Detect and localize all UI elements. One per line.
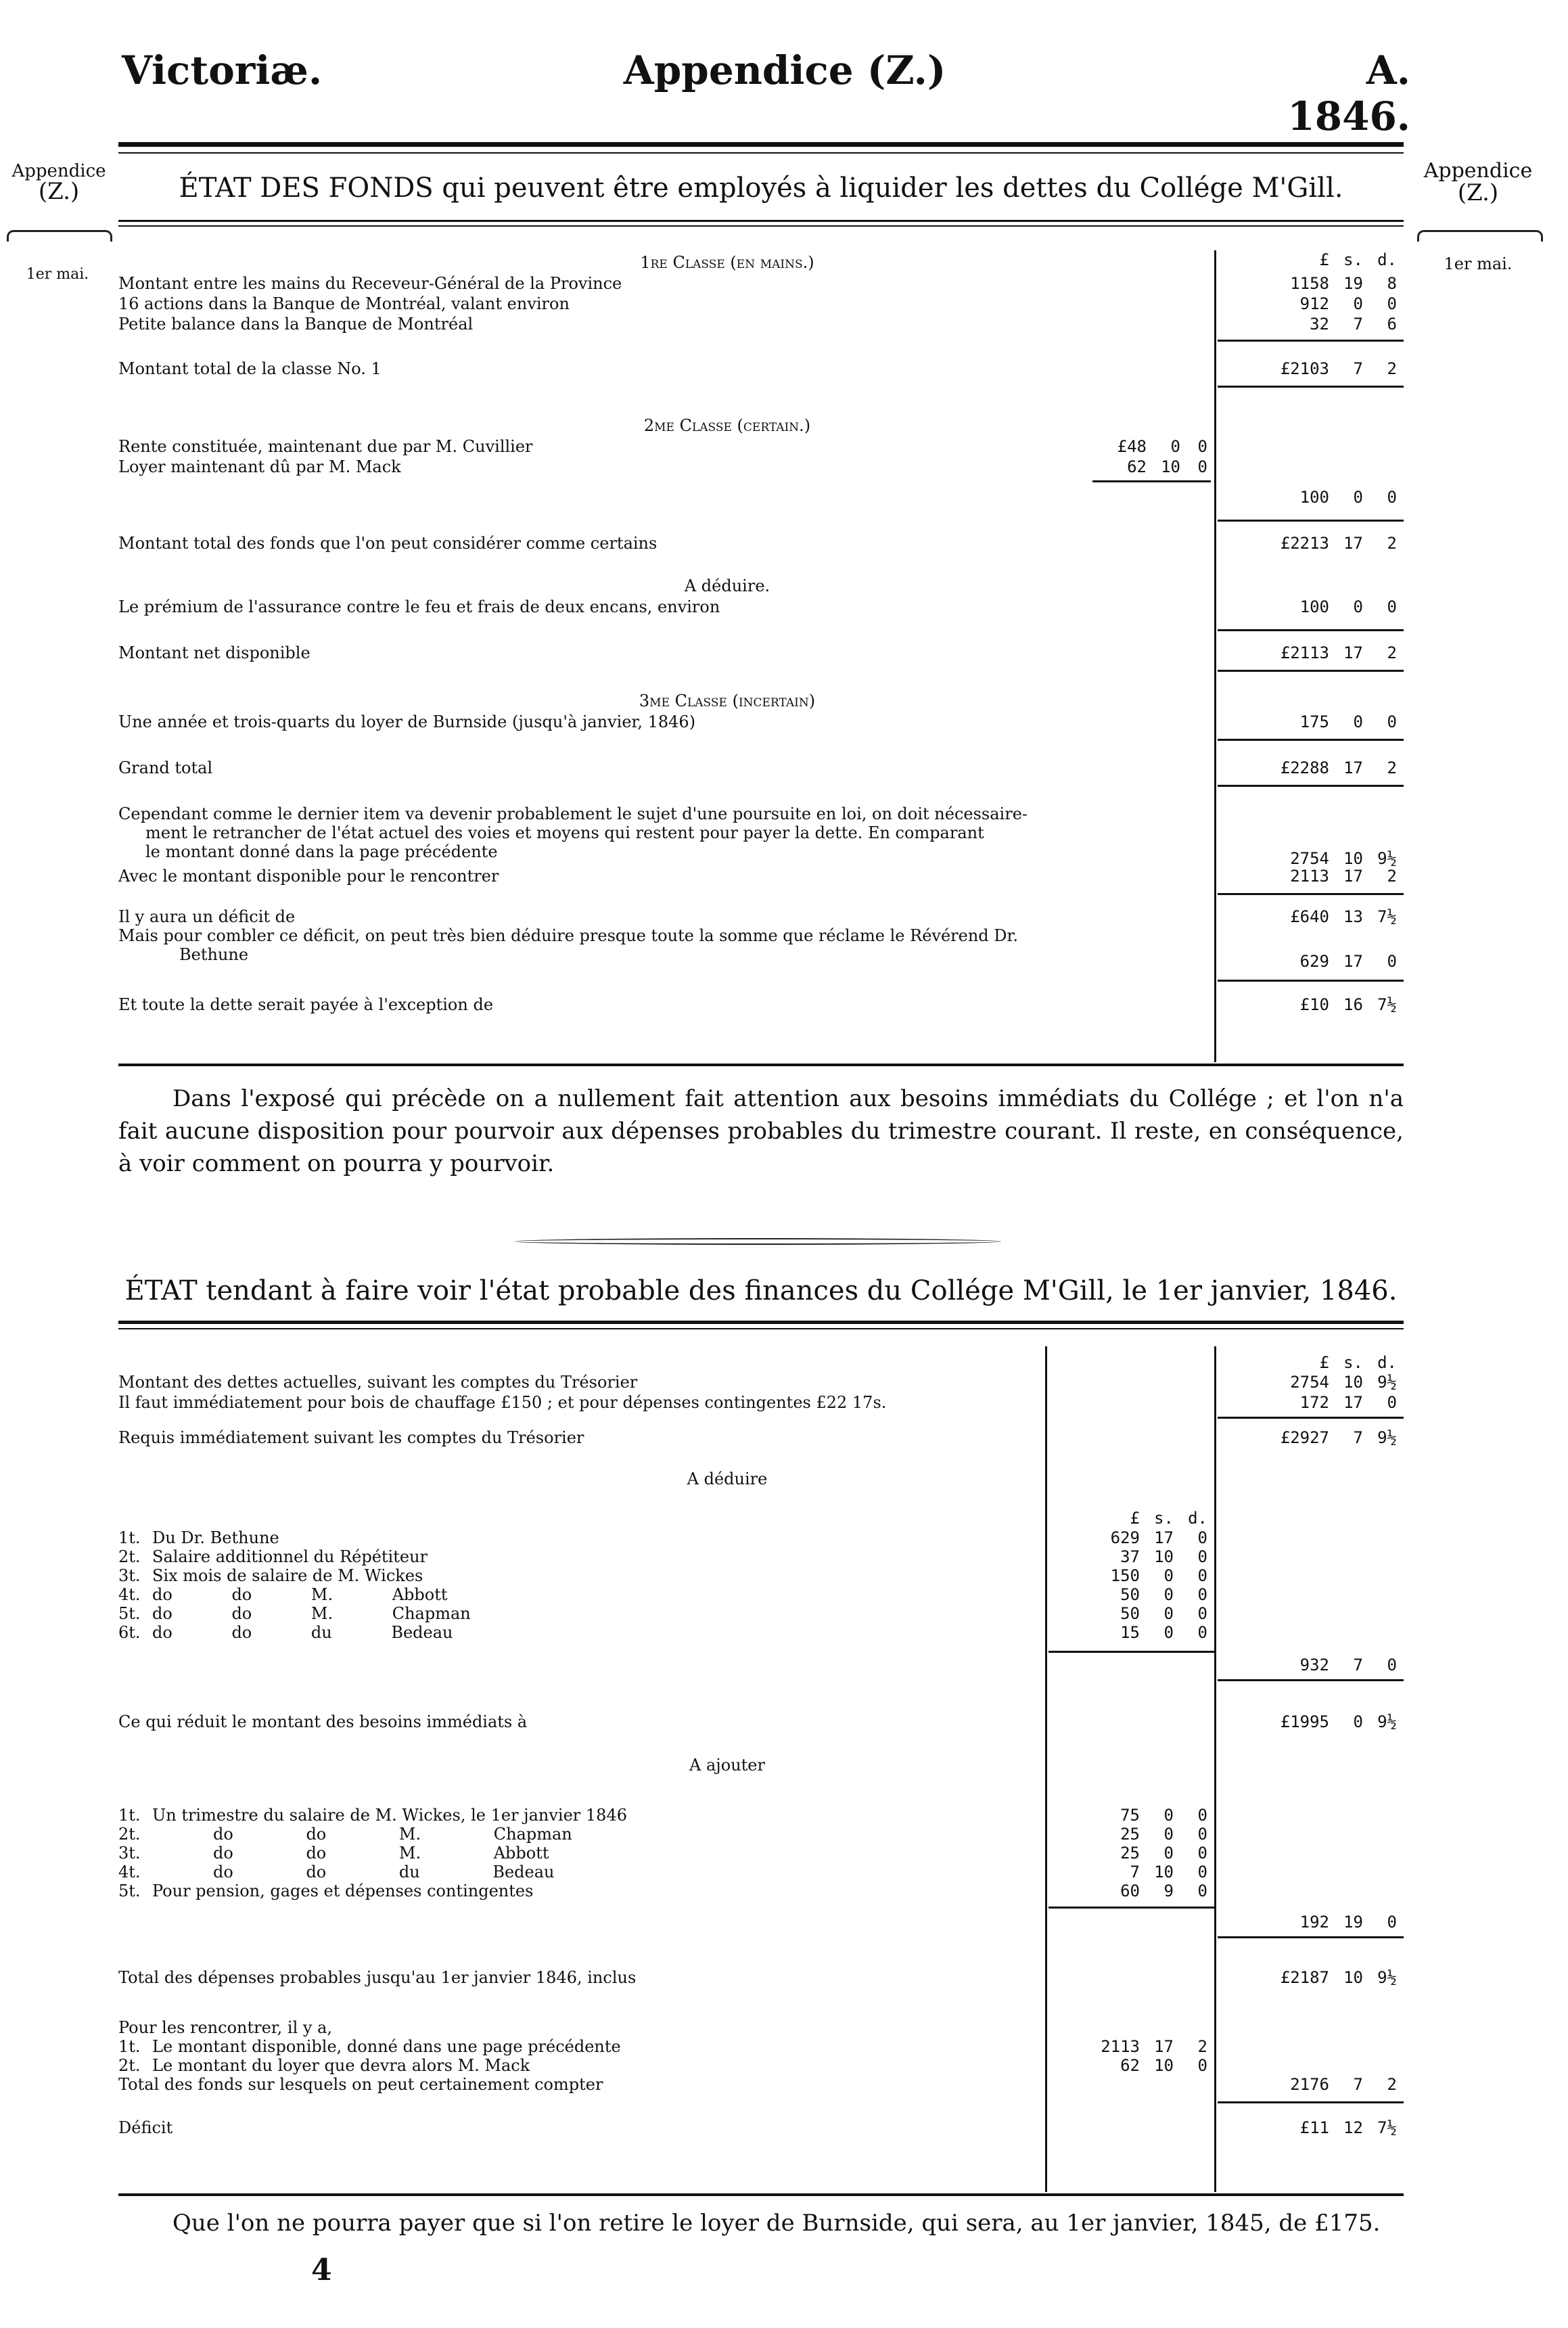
s2-deduct-l: 150 (1110, 1566, 1140, 1585)
s2-add-num: 2t. (118, 1825, 141, 1844)
s2-wood-d: 0 (1387, 1393, 1397, 1412)
s2-meet-row (118, 2055, 1404, 2076)
margin-left-z: (Z.) (38, 178, 80, 205)
s1-deficit-row-l: £640 (1290, 907, 1329, 926)
s2-meet-label: Le montant disponible, donné dans une page précédente (152, 2037, 621, 2056)
s1-class2-row-l: £48 (1117, 437, 1147, 456)
s2-add-l: 75 (1120, 1806, 1140, 1825)
s1-class1-row-d: 6 (1387, 315, 1397, 334)
s1-grand-total (118, 758, 1404, 778)
s1-class1-row-s: 19 (1343, 274, 1363, 293)
s2-add-label: do do M. Chapman (213, 1825, 572, 1844)
s2-deduct-label: do do du Bedeau (152, 1623, 453, 1642)
s2-reduced-d: 9½ (1377, 1712, 1397, 1731)
s2-add-num: 1t. (118, 1806, 141, 1825)
s1-avec-row-l: 2113 (1290, 867, 1329, 886)
s1-class2-row-d: 0 (1197, 437, 1207, 456)
s2-deduct-d: 0 (1197, 1566, 1207, 1585)
s2-rule (1218, 1936, 1404, 1938)
s1-class1-row-label: Montant entre les mains du Receveur-Général de la Province (118, 274, 622, 293)
s1-net-row-s: 17 (1343, 643, 1363, 662)
s2-deduct-label: do do M. Chapman (152, 1604, 471, 1623)
section-divider (514, 1238, 1001, 1245)
s2-required-l: £2927 (1280, 1428, 1329, 1447)
s2-required-s: 7 (1353, 1428, 1363, 1447)
s2-add-s: 9 (1163, 1881, 1174, 1900)
s2-add-label: do do du Bedeau (213, 1863, 555, 1881)
s2-deduct-d: 0 (1197, 1623, 1207, 1642)
s1-deficit-row (118, 907, 1404, 927)
s1-certain-total-l: £2213 (1280, 534, 1329, 553)
s1-class1-heading: 1re Classe (en mains.) (640, 253, 814, 272)
s2-deduct-row (118, 1566, 1404, 1586)
s1-mais-text: Mais pour combler ce déficit, on peut très bien déduire presque toute la somme que réclame le Révérend Dr. (118, 926, 1019, 945)
s2-add-s: 0 (1163, 1844, 1174, 1863)
s1-final-row-l: £10 (1299, 995, 1329, 1014)
s2-deduct-num: 2t. (118, 1547, 141, 1566)
s2-head-l: £ (1319, 1353, 1329, 1372)
s2-sub-head-l: £ (1130, 1509, 1140, 1528)
s2-wood-s: 17 (1343, 1393, 1363, 1412)
s1-class3-row-l: 175 (1299, 712, 1329, 731)
s1-class1-row-d: 0 (1387, 294, 1397, 313)
s2-debts-l: 2754 (1290, 1373, 1329, 1392)
header-center: Appendice (Z.) (623, 47, 946, 93)
s1-grand-total-d: 2 (1387, 758, 1397, 777)
s2-add-l: 25 (1120, 1825, 1140, 1844)
s2-deduct-total-l: 932 (1299, 1656, 1329, 1674)
s2-rule (1048, 1907, 1214, 1909)
s1-grand-total-s: 17 (1343, 758, 1363, 777)
s1-certain-total (118, 533, 1404, 553)
section1-title-rule2 (118, 225, 1404, 227)
s1-mais-d: 0 (1387, 952, 1397, 971)
s1-class2-heading: 2me Classe (certain.) (643, 416, 811, 435)
s1-rule (1218, 739, 1404, 741)
s1-class3-row (118, 712, 1404, 732)
s2-deficit-l: £11 (1299, 2118, 1329, 2137)
s2-add-label: Pour pension, gages et dépenses contingentes (152, 1881, 534, 1900)
s1-deficit-row-label: Il y aura un déficit de (118, 907, 296, 926)
s2-wood-l: 172 (1299, 1393, 1329, 1412)
s2-deduct-label: Six mois de salaire de M. Wickes (152, 1566, 423, 1585)
s1-class2-row-s: 0 (1170, 437, 1180, 456)
s2-add-total-d: 0 (1387, 1913, 1397, 1932)
s1-avec-row (118, 866, 1404, 886)
s2-add-row (118, 1843, 1404, 1863)
s1-class2-subtotal-d: 0 (1387, 488, 1397, 507)
s2-required-row (118, 1428, 1404, 1448)
s1-mais-l: 629 (1299, 952, 1329, 971)
s2-wood-label: Il faut immédiatement pour bois de chauffage £150 ; et pour dépenses contingentes £22 17s. (118, 1393, 887, 1412)
s2-reduced-s: 0 (1353, 1712, 1363, 1731)
s2-add-s: 0 (1163, 1806, 1174, 1825)
s2-deduct-row (118, 1622, 1404, 1643)
page-number: 4 (311, 2253, 332, 2287)
s2-add-d: 0 (1197, 1825, 1207, 1844)
section2-title-rule2 (118, 1328, 1404, 1329)
margin-left-appendice: Appendice (11, 161, 106, 181)
s2-deduct-s: 0 (1163, 1566, 1174, 1585)
s2-deduct-label: do do M. Abbott (152, 1585, 448, 1604)
header-rule-thick (118, 142, 1404, 147)
s1-class1-row (118, 314, 1404, 334)
s1-grand-total-label: Grand total (118, 758, 213, 777)
s1-however-text: Cependant comme le dernier item va devenir probablement le sujet d'une poursuite en loi, on doit nécessaire- (118, 804, 1028, 823)
s2-add-l: 25 (1120, 1844, 1140, 1863)
s1-mais-s: 17 (1343, 952, 1363, 971)
s2-funds-total (118, 2074, 1404, 2095)
s1-deduct-row (118, 597, 1404, 617)
s2-debts-d: 9½ (1377, 1373, 1397, 1392)
s2-add-row (118, 1824, 1404, 1844)
s2-rule (1048, 1651, 1214, 1653)
s2-rule (1218, 1679, 1404, 1681)
section1-title-rule (118, 220, 1404, 222)
header-right: A. 1846. (1287, 47, 1410, 139)
s1-deficit-row-d: 7½ (1377, 907, 1397, 926)
s2-meet-s: 10 (1154, 2056, 1174, 2075)
s2-meet-l: 62 (1120, 2056, 1140, 2075)
s1-class2-row-label: Rente constituée, maintenant due par M. Cuvillier (118, 437, 533, 456)
s1-class1-row-s: 0 (1353, 294, 1363, 313)
s2-add-total-s: 19 (1343, 1913, 1363, 1932)
s1-deduct-row-label: Le prémium de l'assurance contre le feu et frais de deux encans, environ (118, 597, 720, 616)
s2-reduced-l: £1995 (1280, 1712, 1329, 1731)
s1-final-row-s: 16 (1343, 995, 1363, 1014)
s2-add-heading: A ajouter (689, 1756, 765, 1775)
s1-net-row-l: £2113 (1280, 643, 1329, 662)
s1-deduct-heading: A déduire. (684, 576, 770, 595)
s2-meet-l: 2113 (1101, 2037, 1140, 2056)
s2-meet-label: Le montant du loyer que devra alors M. Mack (152, 2056, 530, 2075)
s2-meet-d: 2 (1197, 2037, 1207, 2056)
paragraph-1: Dans l'exposé qui précède on a nullement fait attention aux besoins immédiats du Collége ; et l'on n'a fait aucune disposition pour pourvoir aux dépenses probables du trimestre courant. Il reste, en conséquence, à voir comment on pourra y pourvoir. (118, 1085, 1404, 1177)
s1-however-d: 9½ (1377, 849, 1397, 868)
s1-class1-row-s: 7 (1353, 315, 1363, 334)
s2-reduced-row (118, 1712, 1404, 1732)
s1-rule (1218, 980, 1404, 982)
s1-certain-total-s: 17 (1343, 534, 1363, 553)
s2-deficit-label: Déficit (118, 2118, 173, 2137)
s1-class2-row-d: 0 (1197, 457, 1207, 476)
s1-net-row-d: 2 (1387, 643, 1397, 662)
s2-deduct-label: Salaire additionnel du Répétiteur (152, 1547, 428, 1566)
s2-funds-total-s: 7 (1353, 2075, 1363, 2094)
s1-class1-total-d: 2 (1387, 359, 1397, 378)
s1-rule (1218, 386, 1404, 388)
s1-class2-row (118, 457, 1404, 477)
s2-deduct-d: 0 (1197, 1585, 1207, 1604)
s2-add-label: Un trimestre du salaire de M. Wickes, le 1er janvier 1846 (152, 1806, 627, 1825)
s1-class2-row-s: 10 (1161, 457, 1180, 476)
s2-add-label: do do M. Abbott (213, 1844, 549, 1863)
s1-deduct-row-l: 100 (1299, 597, 1329, 616)
s2-meet-d: 0 (1197, 2056, 1207, 2075)
s1-class1-row-l: 1158 (1290, 274, 1329, 293)
s1-class1-row-label: 16 actions dans la Banque de Montréal, valant environ (118, 294, 570, 313)
s2-deduct-total-s: 7 (1353, 1656, 1363, 1674)
s2-funds-total-d: 2 (1387, 2075, 1397, 2094)
section1-title: ÉTAT DES FONDS qui peuvent être employés à liquider les dettes du Collége M'Gill. (179, 173, 1343, 204)
s1-class2-row-label: Loyer maintenant dû par M. Mack (118, 457, 401, 476)
s1-rule (1092, 480, 1211, 482)
s1-net-row (118, 643, 1404, 663)
section1-bottom-rule (118, 1064, 1404, 1066)
s2-deduct-row (118, 1584, 1404, 1605)
s2-add-l: 60 (1120, 1881, 1140, 1900)
header-left: Victoriæ. (122, 47, 323, 93)
margin-right-brace (1417, 230, 1543, 242)
s1-class1-row-l: 32 (1310, 315, 1329, 334)
s1-deduct-row-d: 0 (1387, 597, 1397, 616)
s2-deduct-total (118, 1655, 1404, 1675)
s1-head-l: £ (1319, 250, 1329, 269)
s2-deduct-d: 0 (1197, 1528, 1207, 1547)
s1-however-line (118, 804, 1028, 824)
s1-mais-text: Bethune (179, 945, 249, 964)
s1-deduct-row-s: 0 (1353, 597, 1363, 616)
s2-head-s: s. (1343, 1353, 1363, 1372)
s1-grand-total-l: £2288 (1280, 758, 1329, 777)
s1-class1-total-l: £2103 (1280, 359, 1329, 378)
s2-deduct-l: 629 (1110, 1528, 1140, 1547)
s2-add-s: 10 (1154, 1863, 1174, 1881)
s2-deduct-num: 1t. (118, 1528, 141, 1547)
s2-deduct-row (118, 1603, 1404, 1624)
s1-class1-row-l: 912 (1299, 294, 1329, 313)
s1-head-d: d. (1377, 250, 1397, 269)
s2-add-row (118, 1805, 1404, 1825)
section2-title: ÉTAT tendant à faire voir l'état probable des finances du Collége M'Gill, le 1er janvier, 1846. (124, 1275, 1398, 1306)
s1-however-line (145, 823, 984, 843)
s2-deduct-s: 10 (1154, 1547, 1174, 1566)
section2-bottom-rule (118, 2193, 1404, 2196)
s2-add-total (118, 1912, 1404, 1932)
margin-left-brace (7, 230, 112, 242)
s2-total-probable-l: £2187 (1280, 1968, 1329, 1987)
s2-add-num: 3t. (118, 1844, 141, 1863)
s1-rule (1218, 785, 1404, 787)
s2-deduct-total-d: 0 (1387, 1656, 1397, 1674)
s2-debts-label: Montant des dettes actuelles, suivant les comptes du Trésorier (118, 1373, 638, 1392)
s1-class1-row-d: 8 (1387, 274, 1397, 293)
margin-left-label (1, 162, 116, 203)
s2-deduct-d: 0 (1197, 1547, 1207, 1566)
s2-deduct-label: Du Dr. Bethune (152, 1528, 279, 1547)
s2-funds-total-l: 2176 (1290, 2075, 1329, 2094)
s2-deduct-s: 0 (1163, 1604, 1174, 1623)
s2-add-row (118, 1862, 1404, 1882)
s2-deficit-row (118, 2118, 1404, 2138)
section2-title-rule (118, 1321, 1404, 1324)
s1-however-l: 2754 (1290, 849, 1329, 868)
s1-class1-total-s: 7 (1353, 359, 1363, 378)
paragraph-2: Que l'on ne pourra payer que si l'on retire le loyer de Burnside, qui sera, au 1er janvier, 1845, de £175. (172, 2210, 1381, 2237)
s2-add-d: 0 (1197, 1806, 1207, 1825)
s2-debts-row (118, 1372, 1404, 1392)
s2-total-probable-s: 10 (1343, 1968, 1363, 1987)
s2-add-d: 0 (1197, 1863, 1207, 1881)
s1-class3-row-label: Une année et trois-quarts du loyer de Burnside (jusqu'à janvier, 1846) (118, 712, 696, 731)
header-rule-thin (118, 152, 1404, 154)
s2-meet-num: 1t. (118, 2037, 141, 2056)
s1-avec-row-d: 2 (1387, 867, 1397, 886)
s2-deduct-row (118, 1528, 1404, 1548)
margin-left-date: 1er mai. (26, 266, 89, 283)
s2-debts-s: 10 (1343, 1373, 1363, 1392)
s2-total-probable-label: Total des dépenses probables jusqu'au 1er janvier 1846, inclus (118, 1968, 637, 1987)
s1-rule (1218, 670, 1404, 672)
s1-class2-row-l: 62 (1127, 457, 1147, 476)
s1-mais-line (118, 926, 1018, 946)
s2-deficit-s: 12 (1343, 2118, 1363, 2137)
s2-funds-total-label: Total des fonds sur lesquels on peut certainement compter (118, 2075, 603, 2094)
s1-rule (1218, 520, 1404, 522)
s2-deduct-l: 50 (1120, 1604, 1140, 1623)
s2-meet-row (118, 2036, 1404, 2057)
s2-deduct-l: 37 (1120, 1547, 1140, 1566)
s1-certain-total-label: Montant total des fonds que l'on peut considérer comme certains (118, 534, 658, 553)
s2-deduct-num: 3t. (118, 1566, 141, 1585)
s1-however-text: le montant donné dans la page précédente (145, 842, 498, 861)
s2-meet-num: 2t. (118, 2056, 141, 2075)
s2-rule (1218, 1417, 1404, 1419)
s1-final-row-d: 7½ (1377, 995, 1397, 1014)
margin-right-date: 1er mai. (1444, 254, 1513, 273)
s1-deficit-row-s: 13 (1343, 907, 1363, 926)
s2-deduct-s: 17 (1154, 1528, 1174, 1547)
s2-meet-heading-text: Pour les rencontrer, il y a, (118, 2018, 333, 2037)
s2-add-s: 0 (1163, 1825, 1174, 1844)
margin-right-appendice: Appendice (1423, 159, 1533, 183)
s2-meet-heading (118, 2017, 332, 2038)
s2-total-probable (118, 1967, 1404, 1988)
s1-avec-row-s: 17 (1343, 867, 1363, 886)
s1-head-s: s. (1343, 250, 1363, 269)
s2-deduct-d: 0 (1197, 1604, 1207, 1623)
s2-deduct-num: 6t. (118, 1623, 141, 1642)
s2-required-d: 9½ (1377, 1428, 1397, 1447)
s2-deduct-l: 50 (1120, 1585, 1140, 1604)
s2-deduct-s: 0 (1163, 1585, 1174, 1604)
s2-meet-s: 17 (1154, 2037, 1174, 2056)
s1-rule (1218, 629, 1404, 631)
margin-right-label (1410, 161, 1546, 204)
s1-however-text: ment le retrancher de l'état actuel des voies et moyens qui restent pour payer la dette. En comparant (145, 823, 984, 842)
s2-wood-row (118, 1392, 1404, 1413)
s2-deduct-row (118, 1547, 1404, 1567)
s1-class3-row-s: 0 (1353, 712, 1363, 731)
s2-deduct-num: 4t. (118, 1585, 141, 1604)
s2-add-row (118, 1881, 1404, 1901)
s1-class2-subtotal-s: 0 (1353, 488, 1363, 507)
s1-however-s: 10 (1343, 849, 1363, 868)
section2-table (118, 1346, 1404, 2192)
s1-certain-total-d: 2 (1387, 534, 1397, 553)
s1-final-row-label: Et toute la dette serait payée à l'exception de (118, 995, 494, 1014)
margin-right-z: (Z.) (1457, 179, 1499, 206)
section1-table (118, 250, 1404, 1062)
s1-class2-row (118, 436, 1404, 457)
s2-add-total-l: 192 (1299, 1913, 1329, 1932)
s1-class2-subtotal-l: 100 (1299, 488, 1329, 507)
s2-reduced-label: Ce qui réduit le montant des besoins immédiats à (118, 1712, 528, 1731)
s1-class3-row-d: 0 (1387, 712, 1397, 731)
s1-rule (1218, 893, 1404, 895)
s1-class2-subtotal (118, 487, 1404, 507)
s1-class1-row-label: Petite balance dans la Banque de Montréal (118, 315, 474, 334)
s2-rule (1218, 2101, 1404, 2103)
s2-add-d: 0 (1197, 1881, 1207, 1900)
s1-class1-total (118, 359, 1404, 379)
s1-net-row-label: Montant net disponible (118, 643, 310, 662)
s1-avec-row-label: Avec le montant disponible pour le rencontrer (118, 867, 499, 886)
s1-rule (1218, 340, 1404, 342)
s1-class1-row (118, 273, 1404, 294)
s2-add-num: 5t. (118, 1881, 141, 1900)
s1-mais-amount (118, 951, 1404, 972)
s2-deduct-heading: A déduire (687, 1469, 768, 1488)
s2-required-label: Requis immédiatement suivant les comptes du Trésorier (118, 1428, 584, 1447)
s1-class3-heading: 3me Classe (incertain) (639, 691, 816, 710)
s1-class1-row (118, 294, 1404, 314)
s2-deficit-d: 7½ (1377, 2118, 1397, 2137)
s2-add-d: 0 (1197, 1844, 1207, 1863)
s1-class1-total-label: Montant total de la classe No. 1 (118, 359, 382, 378)
s2-deduct-num: 5t. (118, 1604, 141, 1623)
s2-add-l: 7 (1130, 1863, 1140, 1881)
s1-final-row (118, 995, 1404, 1015)
s2-head-d: d. (1377, 1353, 1397, 1372)
s2-sub-head-d: d. (1188, 1509, 1207, 1528)
s2-sub-head-s: s. (1154, 1509, 1174, 1528)
s2-total-probable-d: 9½ (1377, 1968, 1397, 1987)
s2-deduct-s: 0 (1163, 1623, 1174, 1642)
s2-deduct-l: 15 (1120, 1623, 1140, 1642)
s2-add-num: 4t. (118, 1863, 141, 1881)
